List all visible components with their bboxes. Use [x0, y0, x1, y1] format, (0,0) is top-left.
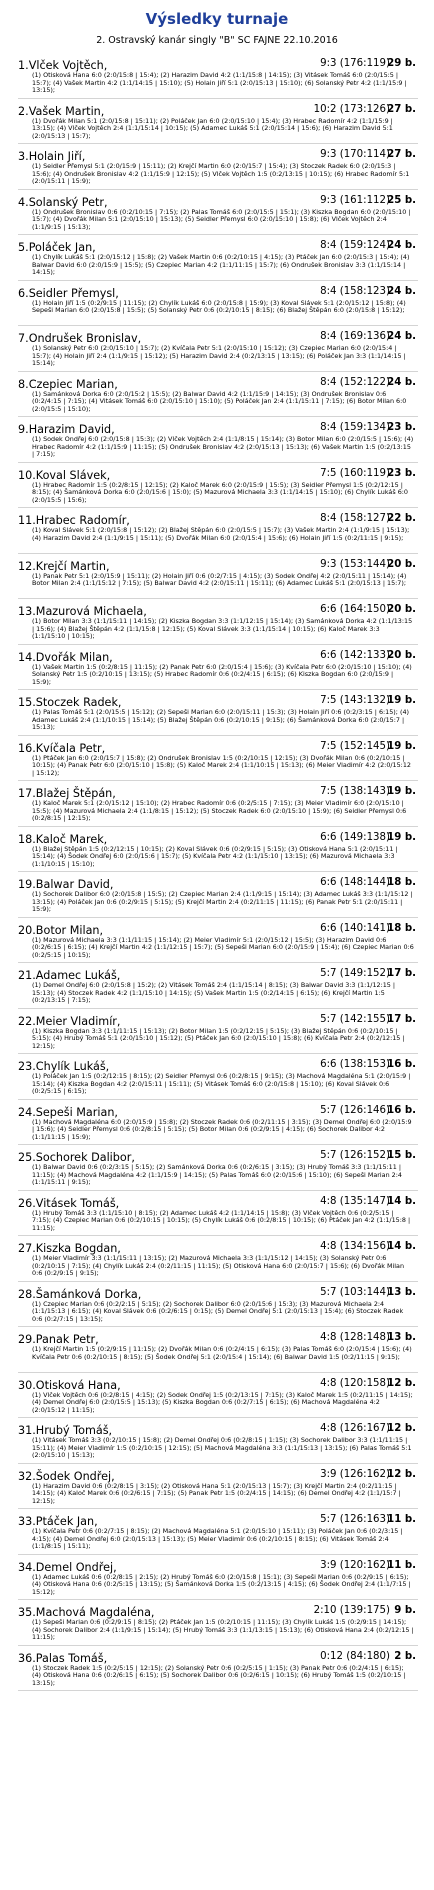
player-entry-header [18, 558, 418, 572]
player-points: 23 b. [387, 467, 416, 479]
player-rank: 20. [18, 923, 36, 937]
player-points: 27 b. [387, 149, 416, 160]
player-points: 24 b. [387, 376, 416, 388]
player-score: 7:5 (143:132) [320, 695, 390, 706]
player-name: Solanský Petr, [28, 195, 108, 209]
player-points: 24 b. [387, 285, 416, 297]
player-match-results: (1) Czepiec Marian 0:6 (0:2/2:15 | 5:15); (2) Sochorek Dalibor 6:0 (2:0/15:6 | 15:3); (3) Mazurová Michaela 2:4 (1:1/15:13 | 6:15); (4) Koval Slávek 0:6 (0:2/6:15 | 0:15); (5) Demel Ondřej 5:1 (2:0/15:13 | 15:4); (6) Stoczek Radek 0:6 (0:2/7:15 | 13:15); [32, 1300, 404, 1323]
player-points: 12 b. [387, 1468, 416, 1480]
player-rank: 8. [18, 377, 29, 391]
player-entry-header [18, 1422, 418, 1436]
player-score: 8:4 (158:123) [320, 285, 390, 297]
player-entry-header [18, 1650, 418, 1664]
player-score: 5:7 (149:152) [320, 968, 390, 979]
player-score: 8:4 (159:124) [320, 240, 390, 251]
player-match-results: (1) Solanský Petr 6:0 (2:0/15:10 | 15:7); (2) Kvíčala Petr 5:1 (2:0/15:10 | 15:12); (3) Czepiec Marian 6:0 (2:0/15:4 | 15:7); (4) Holain Jiří 2:4 (1:1/9:15 | 15:12); (5) Harazim David 2:4 (0:2/13:15 | 13:15); (6) Poláček Jan 3:3 (1:1/14:15 | 15:14); [32, 345, 406, 368]
player-rank: 30. [18, 1378, 36, 1392]
player-rank: 13. [18, 605, 36, 618]
player-name: Ptáček Jan, [35, 1515, 98, 1528]
player-name: Holain Jiří, [28, 150, 86, 163]
player-rank: 32. [18, 1469, 36, 1483]
player-rank: 2. [18, 104, 29, 118]
player-rank: 16. [18, 741, 36, 755]
player-name: Vlček Vojtěch, [28, 59, 108, 72]
player-score: 4:8 (135:147) [320, 1195, 390, 1207]
player-entry-header [18, 694, 418, 708]
player-points: 23 b. [387, 422, 416, 433]
player-entry [18, 785, 418, 827]
player-rank: 35. [18, 1606, 36, 1619]
player-match-results: (1) Kvíčala Petr 0:6 (0:2/7:15 | 8:15); (2) Machová Magdaléna 5:1 (2:0/15:10 | 15:11); (3) Poláček Jan 0:6 (0:2/3:15 | 4:15); (4) Demel Ondřej 6:0 (2:0/15:13 | 15:13); (5) Meier Vladimír 0:6 (0:2/10:15 | 8:15); (6) Vitásek Tomáš 2:4 (1:1/8:15 | 15:11); [32, 1528, 403, 1551]
player-entry [18, 1377, 418, 1419]
player-entry [18, 967, 418, 1009]
player-match-results: (1) Sochorek Dalibor 6:0 (2:0/15:8 | 15:5); (2) Czepiec Marian 2:4 (1:1/9:15 | 15:14); (3) Adamec Lukáš 3:3 (1:1/15:12 | 13:15); (4) Poláček Jan 0:6 (0:2/9:15 | 5:15); (5) Krejčí Martin 2:4 (0:2/11:15 | 11:15); (6) Panak Petr 5:1 (2:0/15:11 | 15:9); [32, 891, 413, 914]
player-points: 18 b. [387, 877, 416, 888]
player-entry-header [18, 1013, 418, 1027]
player-name: Krejčí Martin, [35, 559, 110, 573]
player-points: 24 b. [387, 240, 416, 251]
player-match-results: (1) Botor Milan 3:3 (1:1/15:11 | 14:15); (2) Kiszka Bogdan 3:3 (1:1/12:15 | 15:14); (3) Šamánková Dorka 4:2 (1:1/13:15 | 15:6); (4) Blažej Štěpán 4:2 (1:1/15:8 | 12:15); (5) Koval Slávek 3:3 (1:1/15:14 | 10:15); (6) Kaloč Marek 3:3 (1:1/15:10 | 10:15); [32, 618, 413, 641]
player-rank: 12. [18, 559, 36, 573]
player-name: Dvořák Milan, [35, 650, 113, 664]
player-points: 20 b. [387, 649, 416, 661]
player-rank: 6. [18, 286, 29, 300]
player-rank: 34. [18, 1560, 36, 1574]
player-score: 9:3 (161:112) [320, 194, 390, 206]
player-points: 16 b. [387, 1059, 416, 1070]
player-entry-header [18, 922, 418, 936]
player-score: 8:4 (159:134) [320, 422, 390, 433]
player-score: 7:5 (152:145) [320, 740, 390, 752]
player-points: 15 b. [387, 1150, 416, 1161]
player-rank: 7. [18, 332, 29, 345]
player-match-results: (1) Demel Ondřej 6:0 (2:0/15:8 | 15:2); (2) Vitásek Tomáš 2:4 (1:1/15:14 | 8:15); (3) Balwar David 3:3 (1:1/12:15 | 15:13); (4) Stoczek Radek 4:2 (1:1/15:10 | 14:15); (5) Vašek Martin 1:5 (0:2/14:15 | 6:15); (6) Krejčí Martin 1:5 (0:2/13:15 | 7:15); [32, 982, 396, 1005]
player-score: 7:5 (160:119) [320, 467, 390, 479]
player-name: Stoczek Radek, [35, 696, 122, 709]
player-score: 6:6 (148:144) [320, 877, 390, 888]
player-score: 6:6 (149:138) [320, 831, 390, 843]
player-rank: 27. [18, 1242, 36, 1255]
player-name: Kaloč Marek, [35, 832, 108, 846]
player-entry-header [18, 1240, 418, 1254]
player-name: Vitásek Tomáš, [35, 1196, 120, 1210]
player-entry-header [18, 330, 418, 344]
player-points: 16 b. [387, 1104, 416, 1116]
player-entry [18, 103, 418, 145]
player-match-results: (1) Machová Magdaléna 6:0 (2:0/15:9 | 15:8); (2) Stoczek Radek 0:6 (0:2/11:15 | 3:15); (3) Demel Ondřej 6:0 (2:0/15:9 | 15:6); (4) Seidler Přemysl 0:6 (0:2/8:15 | 5:15); (5) Botor Milan 0:6 (0:2/9:15 | 4:15); (6) Sochorek Dalibor 4:2 (1:1/11:15 | 15:9); [32, 1118, 412, 1141]
player-score: 4:8 (128:148) [320, 1332, 390, 1343]
player-points: 11 b. [387, 1514, 416, 1525]
player-score: 4:8 (120:158) [320, 1377, 390, 1389]
player-rank: 14. [18, 650, 36, 664]
player-name: Vašek Martin, [28, 104, 105, 118]
player-rank: 29. [18, 1333, 36, 1346]
player-rank: 28. [18, 1287, 36, 1301]
player-match-results: (1) Krejčí Martin 1:5 (0:2/9:15 | 11:15); (2) Dvořák Milan 0:6 (0:2/4:15 | 6:15); (3) Palas Tomáš 6:0 (2:0/15:4 | 15:6); (4) Kvíčala Petr 0:6 (0:2/10:15 | 8:15); (5) Šodek Ondřej 5:1 (2:0/15:4 | 15:14); (6) Balwar David 1:5 (0:2/11:15 | 9:15); [32, 1346, 412, 1361]
player-entry-header [18, 740, 418, 754]
player-entry [18, 467, 418, 509]
player-entry-header [18, 57, 418, 71]
player-match-results: (1) Šodek Ondřej 6:0 (2:0/15:8 | 15:3); (2) Vlček Vojtěch 2:4 (1:1/8:15 | 15:14); (3) Botor Milan 6:0 (2:0/15:5 | 15:6); (4) Hrabec Radomír 4:2 (1:1/15:9 | 11:15); (5) Ondrušek Bronislav 4:2 (2:0/15:13 | 15:13); (6) Vašek Martin 1:5 (0:2/13:15 | 7:15); [32, 436, 414, 459]
player-match-results: (1) Šamánková Dorka 6:0 (2:0/15:2 | 15:5); (2) Balwar David 4:2 (1:1/15:9 | 14:15); (3) Ondrušek Bronislav 0:6 (0:2/4:15 | 7:15); (4) Vitásek Tomáš 6:0 (2:0/15:10 | 15:10); (5) Poláček Jan 2:4 (1:1/15:11 | 7:15); (6) Botor Milan 6:0 (2:0/15:5 | 15:10); [32, 390, 407, 413]
player-score: 9:3 (170:114) [320, 149, 390, 160]
player-match-results: (1) Kiszka Bogdan 3:3 (1:1/11:15 | 15:13); (2) Botor Milan 1:5 (0:2/12:15 | 5:15); (3) Blažej Štěpán 0:6 (0:2/10:15 | 5:15); (4) Hrubý Tomáš 5:1 (2:0/15:10 | 15:12); (5) Ptáček Jan 6:0 (2:0/15:10 | 15:8); (6) Kvíčala Petr 2:4 (0:2/12:15 | 12:15); [32, 1027, 405, 1050]
player-match-results: (1) Seidler Přemysl 5:1 (2:0/15:9 | 15:11); (2) Krejčí Martin 6:0 (2:0/15:7 | 15:4); (3) Stoczek Radek 6:0 (2:0/15:3 | 15:6); (4) Ondrušek Bronislav 4:2 (1:1/15:9 | 12:15); (5) Vlček Vojtěch 1:5 (0:2/13:15 | 10:15); (6) Hrabec Radomír 5:1 (2:0/15:11 | 15:9); [32, 163, 410, 186]
player-match-results: (1) Holain Jiří 1:5 (0:2/9:15 | 11:15); (2) Chylík Lukáš 6:0 (2:0/15:8 | 15:9); (3) Koval Slávek 5:1 (2:0/15:12 | 15:8); (4) Sepeši Marian 6:0 (2:0/15:8 | 15:5); (5) Solanský Petr 0:6 (0:2/10:15 | 8:15); (6) Blažej Štěpán 6:0 (2:0/15:8 | 15:12); [32, 299, 406, 315]
player-entry [18, 1559, 418, 1601]
player-points: 19 b. [387, 695, 416, 706]
player-name: Hrubý Tomáš, [35, 1424, 113, 1437]
player-rank: 19. [18, 878, 36, 891]
player-name: Poláček Jan, [28, 241, 96, 254]
player-match-results: (1) Hrabec Radomír 1:5 (0:2/8:15 | 12:15); (2) Kaloč Marek 6:0 (2:0/15:9 | 15:5); (3) Seidler Přemysl 1:5 (0:2/12:15 | 8:15); (4) Šamánková Dorka 6:0 (2:0/15:6 | 15:0); (5) Mazurová Michaela 3:3 (1:1/14:15 | 15:10); (6) Chylík Lukáš 6:0 (2:0/15:5 | 15:6); [32, 481, 408, 504]
player-entry [18, 1149, 418, 1191]
player-entry-header [18, 876, 418, 890]
player-entry [18, 1240, 418, 1282]
player-entry-header [18, 831, 418, 845]
player-points: 22 b. [387, 513, 416, 524]
player-points: 19 b. [387, 740, 416, 752]
player-points: 19 b. [387, 831, 416, 843]
player-rank: 17. [18, 787, 36, 800]
player-entry [18, 831, 418, 873]
player-score: 7:5 (138:143) [320, 786, 390, 797]
player-entry [18, 421, 418, 463]
player-entry-header [18, 1331, 418, 1345]
player-name: Kvíčala Petr, [35, 741, 106, 755]
player-entry-header [18, 376, 418, 390]
player-points: 18 b. [387, 922, 416, 934]
player-score: 4:8 (134:156) [320, 1241, 390, 1252]
player-entry [18, 1104, 418, 1146]
player-entry-header [18, 649, 418, 663]
player-rank: 9. [18, 423, 29, 436]
player-match-results: (1) Palas Tomáš 5:1 (2:0/15:5 | 15:12); (2) Sepeši Marian 6:0 (2:0/15:11 | 15:3); (3) Holain Jiří 0:6 (0:2/3:15 | 6:15); (4) Adamec Lukáš 2:4 (1:1/10:15 | 15:14); (5) Blažej Štěpán 0:6 (0:2/10:15 | 9:15); (6) Šamánková Dorka 6:0 (2:0/15:7 | 15:13); [32, 709, 410, 732]
player-points: 17 b. [387, 1013, 416, 1025]
player-entry-header [18, 1513, 418, 1527]
player-name: Kiszka Bogdan, [35, 1242, 121, 1255]
player-name: Koval Slávek, [35, 468, 111, 482]
player-results-list [18, 57, 418, 1691]
player-entry [18, 1286, 418, 1328]
player-match-results: (1) Stoczek Radek 1:5 (0:2/5:15 | 12:15); (2) Solanský Petr 0:6 (0:2/5:15 | 1:15); (3) Panak Petr 0:6 (0:2/4:15 | 6:15); (4) Otisková Hana 0:6 (0:2/6:15 | 6:15); (5) Sochorek Dalibor 0:6 (0:2/6:15 | 10:15); (6) Hrubý Tomáš 1:5 (0:2/10:15 | 13:15); [32, 1664, 406, 1687]
player-match-results: (1) Otisková Hana 6:0 (2:0/15:8 | 15:4); (2) Harazim David 4:2 (1:1/15:8 | 14:15); (3) Vitásek Tomáš 6:0 (2:0/15:5 | 15:7); (4) Vašek Martin 4:2 (1:1/14:15 | 15:10); (5) Holain Jiří 5:1 (2:0/15:13 | 15:10); (6) Solanský Petr 4:2 (1:1/15:9 | 13:15); [32, 72, 407, 95]
player-points: 27 b. [387, 103, 416, 115]
player-match-results: (1) Blažej Štěpán 1:5 (0:2/12:15 | 10:15); (2) Koval Slávek 0:6 (0:2/9:15 | 5:15); (3) Otisková Hana 5:1 (2:0/15:11 | 15:14); (4) Šodek Ondřej 6:0 (2:0/15:6 | 15:7); (5) Kvíčala Petr 4:2 (1:1/15:10 | 13:15); (6) Mazurová Michaela 3:3 (1:1/10:15 | 15:10); [32, 845, 398, 868]
player-name: Ondrušek Bronislav, [28, 332, 142, 345]
player-score: 6:6 (164:150) [320, 604, 390, 615]
player-score: 9:3 (153:144) [320, 558, 390, 570]
player-name: Blažej Štěpán, [35, 787, 116, 800]
player-entry-header [18, 239, 418, 253]
player-entry [18, 1331, 418, 1373]
player-rank: 23. [18, 1060, 36, 1073]
player-name: Meier Vladimír, [35, 1014, 121, 1028]
player-score: 6:6 (140:141) [320, 922, 390, 934]
player-name: Sepeši Marian, [35, 1105, 118, 1119]
player-points: 14 b. [387, 1241, 416, 1252]
player-entry-header [18, 103, 418, 117]
player-rank: 22. [18, 1014, 36, 1028]
player-entry [18, 1013, 418, 1055]
page-title: Výsledky turnaje [145, 10, 289, 28]
player-points: 13 b. [387, 1286, 416, 1298]
player-rank: 36. [18, 1651, 36, 1665]
player-points: 9 b. [394, 1605, 416, 1616]
player-match-results: (1) Ptáček Jan 6:0 (2:0/15:7 | 15:8); (2) Ondrušek Bronislav 1:5 (0:2/10:15 | 12:15); (3) Dvořák Milan 0:6 (0:2/10:15 | 10:15); (4) Panak Petr 6:0 (2:0/15:10 | 15:8); (5) Kaloč Marek 2:4 (1:1/10:15 | 15:13); (6) Meier Vladimír 4:2 (2:0/15:12 | 15:12); [32, 754, 411, 777]
player-entry [18, 649, 418, 691]
player-points: 29 b. [387, 58, 416, 69]
player-score: 9:3 (176:119) [320, 58, 390, 69]
player-match-results: (1) Kaloč Marek 5:1 (2:0/15:12 | 15:10); (2) Hrabec Radomír 0:6 (0:2/5:15 | 7:15); (3) Meier Vladimír 6:0 (2:0/15:10 | 15:5); (4) Mazurová Michaela 2:4 (1:1/8:15 | 15:12); (5) Stoczek Radek 6:0 (2:0/15:10 | 15:9); (6) Seidler Přemysl 0:6 (0:2/8:15 | 12:15); [32, 800, 407, 823]
player-entry-header [18, 1377, 418, 1391]
player-name: Balwar David, [35, 878, 114, 891]
player-entry [18, 922, 418, 964]
player-entry-header [18, 603, 418, 617]
player-rank: 18. [18, 832, 36, 846]
player-score: 3:9 (120:162) [320, 1559, 390, 1571]
player-entry-header [18, 1604, 418, 1618]
player-match-results: (1) Koval Slávek 5:1 (2:0/15:8 | 15:12); (2) Blažej Štěpán 6:0 (2:0/15:5 | 15:7); (3) Vašek Martin 2:4 (1:1/9:15 | 15:13); (4) Harazim David 2:4 (1:1/9:15 | 15:11); (5) Dvořák Milan 6:0 (2:0/15:4 | 15:6); (6) Holain Jiří 1:5 (0:2/11:15 | 9:15); [32, 527, 410, 542]
player-name: Adamec Lukáš, [35, 969, 121, 982]
player-entry-header [18, 967, 418, 981]
player-score: 4:8 (126:167) [320, 1423, 390, 1434]
player-points: 25 b. [387, 194, 416, 206]
player-match-results: (1) Chylík Lukáš 5:1 (2:0/15:12 | 15:8); (2) Vašek Martin 0:6 (0:2/10:15 | 4:15); (3) Ptáček Jan 6:0 (2:0/15:3 | 15:4); (4) Balwar David 6:0 (2:0/15:9 | 15:5); (5) Czepiec Marian 4:2 (1:1/11:15 | 15:7); (6) Ondrušek Bronislav 3:3 (1:1/15:14 | 14:15); [32, 254, 410, 277]
player-score: 5:7 (103:144) [320, 1286, 390, 1298]
player-name: Botor Milan, [35, 923, 104, 937]
player-match-results: (1) Vašek Martin 1:5 (0:2/8:15 | 11:15); (2) Panak Petr 6:0 (2:0/15:4 | 15:6); (3) Kvíčala Petr 6:0 (2:0/15:10 | 15:10); (4) Solanský Petr 1:5 (0:2/10:15 | 13:15); (5) Hrabec Radomír 0:6 (0:2/4:15 | 6:15); (6) Kiszka Bogdan 6:0 (2:0/15:9 | 15:9); [32, 663, 412, 686]
player-rank: 26. [18, 1196, 36, 1210]
tournament-subtitle: 2. Ostravský kanár singly "B" SC FAJNE 22.10.2016 [96, 35, 338, 46]
player-score: 10:2 (173:126) [313, 103, 390, 115]
player-entry [18, 239, 418, 281]
player-match-results: (1) Balwar David 0:6 (0:2/3:15 | 5:15); (2) Šamánková Dorka 0:6 (0:2/6:15 | 3:15); (3) Hrubý Tomáš 3:3 (1:1/15:11 | 11:15); (4) Machová Magdaléna 4:2 (1:1/15:9 | 14:15); (5) Palas Tomáš 6:0 (2:0/15:6 | 15:10); (6) Sepeši Marian 2:4 (1:1/15:11 | 9:15); [32, 1164, 402, 1187]
player-entry [18, 1468, 418, 1510]
player-entry [18, 1058, 418, 1100]
player-score: 8:4 (158:127) [320, 513, 390, 524]
player-match-results: (1) Dvořák Milan 5:1 (2:0/15:8 | 15:11); (2) Poláček Jan 6:0 (2:0/15:10 | 15:4); (3) Hrabec Radomír 4:2 (1:1/15:9 | 13:15); (4) Vlček Vojtěch 2:4 (1:1/15:14 | 10:15); (5) Adamec Lukáš 5:1 (2:0/15:14 | 15:6); (6) Harazim David 5:1 (2:0/15:13 | 15:7); [32, 117, 393, 140]
player-match-results: (1) Panak Petr 5:1 (2:0/15:9 | 15:11); (2) Holain Jiří 0:6 (0:2/7:15 | 4:15); (3) Šodek Ondřej 4:2 (2:0/15:11 | 15:14); (4) Botor Milan 2:4 (1:1/15:12 | 7:15); (5) Balwar David 4:2 (2:0/15:11 | 15:11); (6) Adamec Lukáš 5:1 (2:0/15:13 | 15:7); [32, 572, 407, 588]
player-score: 6:6 (142:133) [320, 649, 390, 661]
player-entry [18, 376, 418, 418]
player-name: Harazim David, [28, 423, 115, 436]
player-name: Mazurová Michaela, [35, 605, 147, 618]
player-entry [18, 148, 418, 190]
player-match-results: (1) Vitásek Tomáš 3:3 (0:2/10:15 | 15:8); (2) Demel Ondřej 0:6 (0:2/8:15 | 1:15); (3) Sochorek Dalibor 3:3 (1:1/11:15 | 15:11); (4) Meier Vladimír 1:5 (0:2/10:15 | 12:15); (5) Machová Magdaléna 3:3 (1:1/15:13 | 13:15); (6) Palas Tomáš 5:1 (2:0/15:10 | 15:13); [32, 1437, 412, 1460]
player-entry [18, 285, 418, 327]
player-points: 20 b. [387, 604, 416, 615]
player-name: Otisková Hana, [35, 1378, 121, 1392]
player-name: Demel Ondřej, [35, 1560, 117, 1574]
player-entry [18, 1195, 418, 1237]
player-rank: 33. [18, 1515, 36, 1528]
player-entry [18, 694, 418, 736]
player-name: Machová Magdaléna, [35, 1606, 155, 1619]
player-score: 0:12 (84:180) [320, 1650, 390, 1662]
player-entry-header [18, 1149, 418, 1163]
player-match-results: (1) Harazim David 0:6 (0:2/8:15 | 3:15); (2) Otisková Hana 5:1 (2:0/15:13 | 15:7); (3) Krejčí Martin 2:4 (0:2/11:15 | 14:15); (4) Kaloč Marek 0:6 (0:2/6:15 | 7:15); (5) Panak Petr 1:5 (0:2/4:15 | 14:15); (6) Demel Ondřej 4:2 (1:1/15:7 | 12:15); [32, 1482, 401, 1505]
player-name: Seidler Přemysl, [28, 286, 119, 300]
player-match-results: (1) Meier Vladimír 3:3 (1:1/15:11 | 13:15); (2) Mazurová Michaela 3:3 (1:1/15:12 | 14:15); (3) Solanský Petr 0:6 (0:2/10:15 | 7:15); (4) Chylík Lukáš 2:4 (0:2/11:15 | 11:15); (5) Otisková Hana 6:0 (2:0/15:7 | 15:6); (6) Dvořák Milan 0:6 (0:2/9:15 | 9:15); [32, 1255, 404, 1278]
player-rank: 31. [18, 1424, 36, 1437]
player-entry [18, 1422, 418, 1464]
player-name: Šamánková Dorka, [35, 1287, 142, 1301]
player-score: 5:7 (126:163) [320, 1514, 390, 1525]
player-score: 2:10 (139:175) [313, 1605, 390, 1616]
player-entry-header [18, 148, 418, 162]
player-entry [18, 194, 418, 236]
player-rank: 25. [18, 1151, 36, 1164]
player-entry [18, 740, 418, 782]
player-name: Chylík Lukáš, [35, 1060, 110, 1073]
player-rank: 5. [18, 241, 29, 254]
player-match-results: (1) Sepeši Marian 0:6 (0:2/9:15 | 8:15); (2) Ptáček Jan 1:5 (0:2/10:15 | 11:15); (3) Chylík Lukáš 1:5 (0:2/9:15 | 14:15); (4) Sochorek Dalibor 2:4 (1:1/9:15 | 15:14); (5) Hrubý Tomáš 3:3 (1:1/13:15 | 15:13); (6) Otisková Hana 2:4 (0:2/12:15 | 11:15); [32, 1619, 414, 1642]
player-match-results: (1) Poláček Jan 1:5 (0:2/12:15 | 8:15); (2) Seidler Přemysl 0:6 (0:2/8:15 | 9:15); (3) Machová Magdaléna 5:1 (2:0/15:9 | 15:14); (4) Kiszka Bogdan 4:2 (2:0/15:11 | 15:11); (5) Vitásek Tomáš 6:0 (2:0/15:8 | 15:10); (6) Koval Slávek 0:6 (0:2/5:15 | 6:15); [32, 1073, 411, 1096]
player-points: 20 b. [387, 558, 416, 570]
player-score: 8:4 (169:136) [320, 331, 390, 342]
player-points: 2 b. [394, 1650, 416, 1662]
player-entry [18, 512, 418, 554]
player-points: 13 b. [387, 1332, 416, 1343]
player-match-results: (1) Ondrušek Bronislav 0:6 (0:2/10:15 | 7:15); (2) Palas Tomáš 6:0 (2:0/15:5 | 15:1); (3) Kiszka Bogdan 6:0 (2:0/15:10 | 15:7); (4) Dvořák Milan 5:1 (2:0/15:10 | 15:13); (5) Seidler Přemysl 6:0 (2:0/15:10 | 15:8); (6) Vlček Vojtěch 2:4 (1:1/9:15 | 15:13); [32, 208, 411, 231]
player-entry-header [18, 512, 418, 526]
player-entry-header [18, 785, 418, 799]
player-points: 11 b. [387, 1559, 416, 1571]
player-entry [18, 876, 418, 918]
player-name: Hrabec Radomír, [35, 514, 130, 527]
player-rank: 11. [18, 514, 36, 527]
player-rank: 4. [18, 195, 29, 209]
player-rank: 24. [18, 1105, 36, 1119]
player-entry [18, 57, 418, 99]
player-entry [18, 1604, 418, 1646]
player-name: Czepiec Marian, [28, 377, 118, 391]
player-match-results: (1) Adamec Lukáš 0:6 (0:2/8:15 | 2:15); (2) Hrubý Tomáš 6:0 (2:0/15:8 | 15:1); (3) Sepeši Marian 0:6 (0:2/9:15 | 6:15); (4) Otisková Hana 0:6 (0:2/5:15 | 13:15); (5) Šamánková Dorka 1:5 (0:2/13:15 | 4:15); (6) Šodek Ondřej 2:4 (1:1/7:15 | 15:12); [32, 1573, 411, 1596]
player-score: 5:7 (142:155) [320, 1013, 390, 1025]
player-rank: 3. [18, 150, 29, 163]
player-entry-header [18, 1195, 418, 1209]
player-rank: 1. [18, 59, 29, 72]
player-entry [18, 1650, 418, 1692]
player-entry [18, 330, 418, 372]
player-points: 19 b. [387, 786, 416, 797]
player-name: Šodek Ondřej, [35, 1469, 115, 1483]
player-entry-header [18, 1468, 418, 1482]
player-entry-header [18, 1058, 418, 1072]
player-match-results: (1) Vlček Vojtěch 0:6 (0:2/8:15 | 4:15); (2) Šodek Ondřej 1:5 (0:2/13:15 | 7:15); (3) Kaloč Marek 1:5 (0:2/11:15 | 14:15); (4) Demel Ondřej 6:0 (2:0/15:5 | 15:13); (5) Kiszka Bogdan 0:6 (0:2/7:15 | 6:15); (6) Machová Magdaléna 4:2 (2:0/15:12 | 11:15); [32, 1391, 413, 1414]
player-match-results: (1) Mazurová Michaela 3:3 (1:1/11:15 | 15:14); (2) Meier Vladimír 5:1 (2:0/15:12 | 15:5); (3) Harazim David 0:6 (0:2/6:15 | 6:15); (4) Krejčí Martin 4:2 (1:1/12:15 | 15:7); (5) Sepeši Marian 6:0 (2:0/15:9 | 15:4); (6) Czepiec Marian 0:6 (0:2/5:15 | 10:15); [32, 936, 414, 959]
player-rank: 10. [18, 468, 36, 482]
player-rank: 21. [18, 969, 36, 982]
player-entry-header [18, 285, 418, 299]
player-score: 5:7 (126:146) [320, 1104, 390, 1116]
player-entry [18, 603, 418, 645]
player-score: 3:9 (126:162) [320, 1468, 390, 1480]
player-match-results: (1) Hrubý Tomáš 3:3 (1:1/15:10 | 8:15); (2) Adamec Lukáš 4:2 (1:1/14:15 | 15:8); (3) Vlček Vojtěch 0:6 (0:2/5:15 | 7:15); (4) Czepiec Marian 0:6 (0:2/10:15 | 10:15); (5) Chylík Lukáš 0:6 (0:2/8:15 | 10:15); (6) Ptáček Jan 4:2 (1:1/15:8 | 11:15); [32, 1209, 411, 1232]
player-score: 8:4 (152:122) [320, 376, 390, 388]
player-entry [18, 1513, 418, 1555]
player-entry-header [18, 1286, 418, 1300]
player-points: 14 b. [387, 1195, 416, 1207]
player-entry-header [18, 1559, 418, 1573]
player-points: 17 b. [387, 968, 416, 979]
player-entry [18, 558, 418, 600]
player-points: 12 b. [387, 1377, 416, 1389]
player-entry-header [18, 421, 418, 435]
player-score: 5:7 (126:152) [320, 1150, 390, 1161]
player-name: Panak Petr, [35, 1333, 99, 1346]
player-entry-header [18, 1104, 418, 1118]
player-entry-header [18, 194, 418, 208]
player-rank: 15. [18, 696, 36, 709]
player-entry-header [18, 467, 418, 481]
player-score: 6:6 (138:153) [320, 1059, 390, 1070]
player-name: Palas Tomáš, [35, 1651, 108, 1665]
player-points: 24 b. [387, 331, 416, 342]
player-points: 12 b. [387, 1423, 416, 1434]
player-name: Sochorek Dalibor, [35, 1151, 135, 1164]
